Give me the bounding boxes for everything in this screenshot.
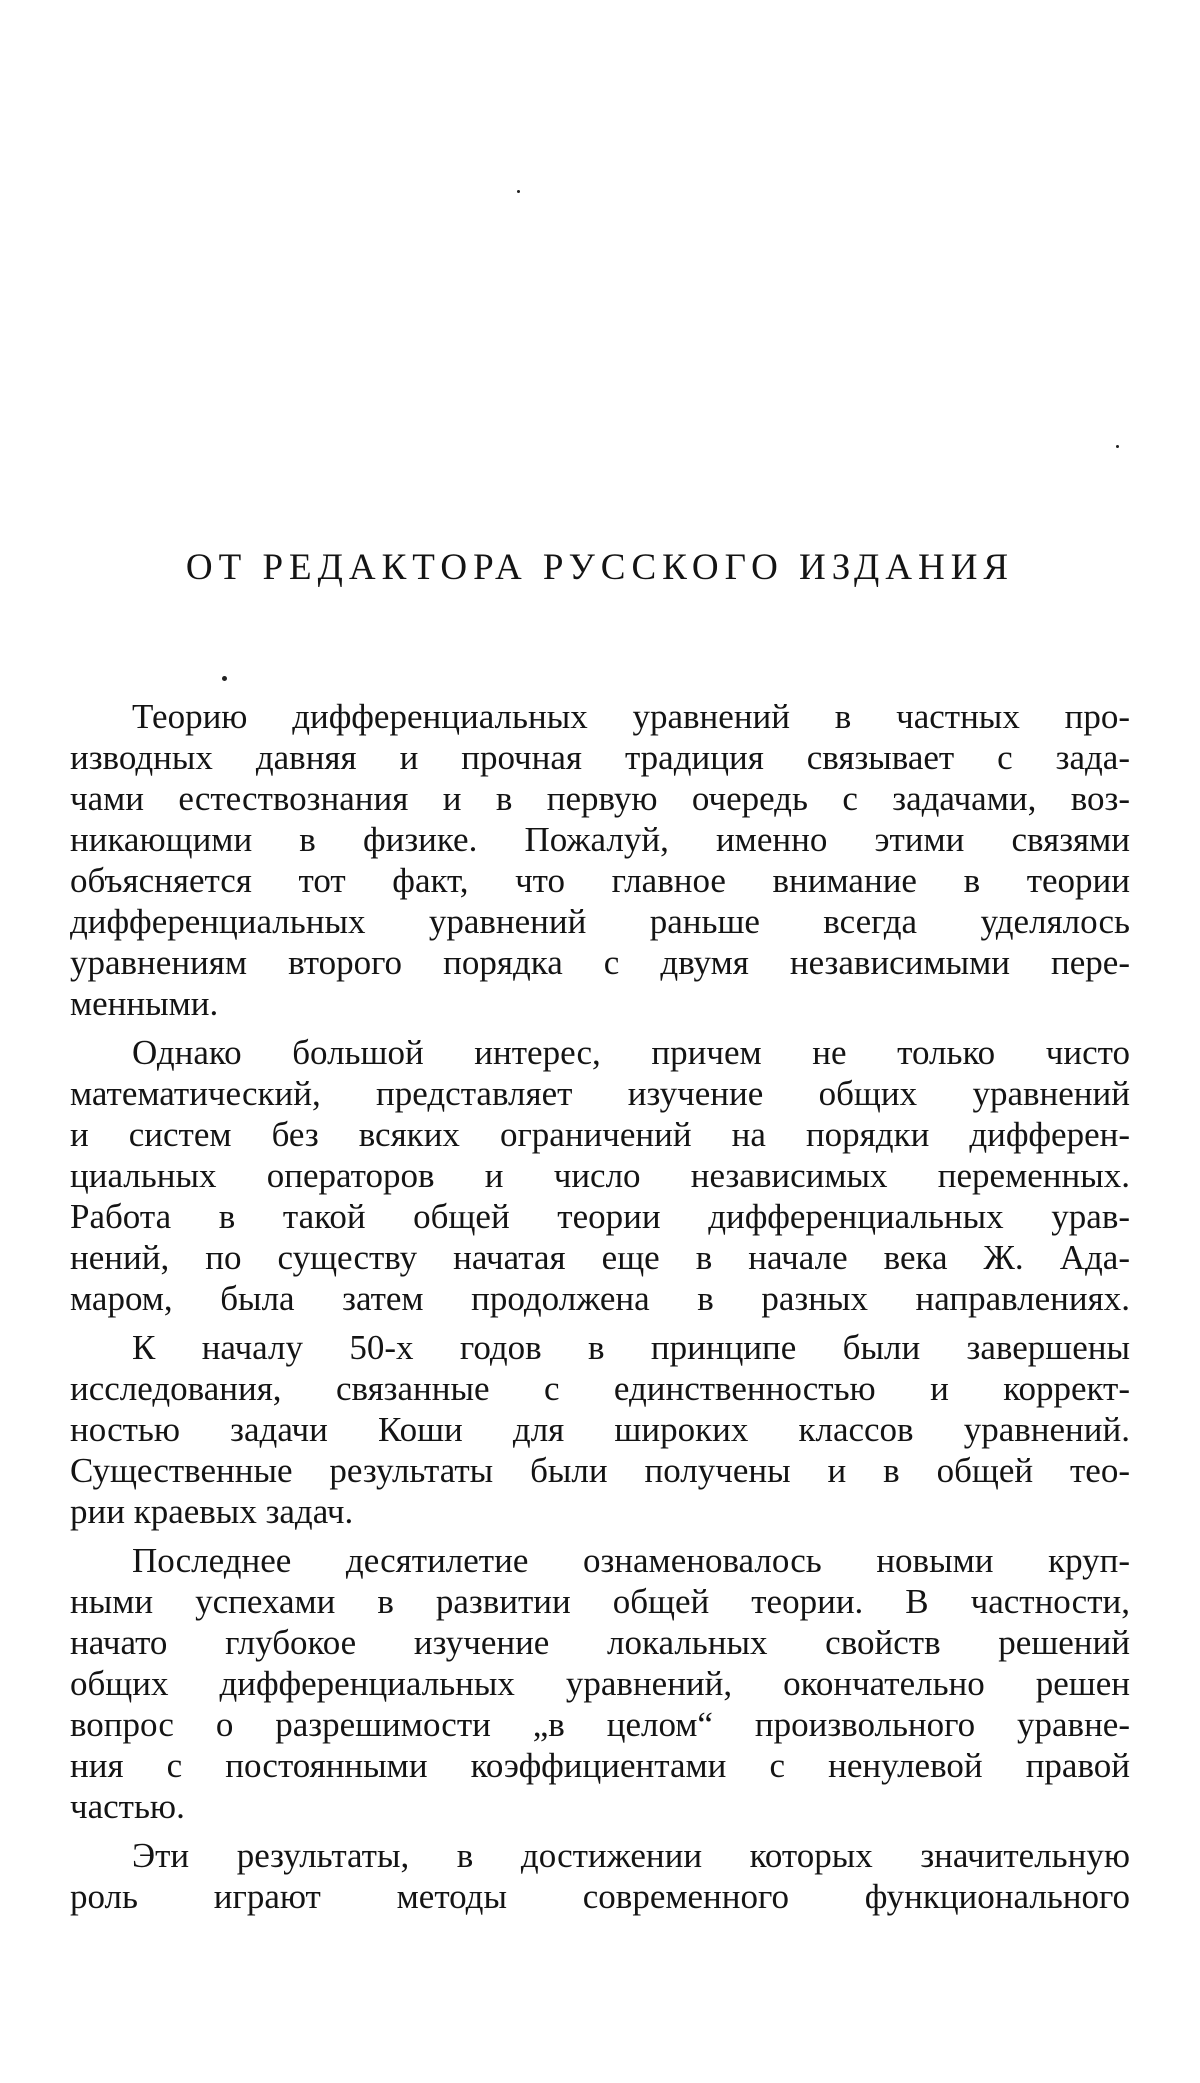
- text-line: и систем без всяких ограничений на порядки дифферен-: [70, 1115, 1130, 1154]
- text-line: Существенные результаты были получены и в общей тео-: [70, 1451, 1130, 1490]
- text-line: частью.: [70, 1787, 185, 1826]
- text-line: К началу 50-х годов в принципе были завершены: [132, 1328, 1130, 1367]
- body-text: [70, 696, 1130, 1917]
- text-line: Работа в такой общей теории дифференциальных урав-: [70, 1197, 1130, 1236]
- text-line: вопрос о разрешимости „в целом“ произвольного уравне-: [70, 1705, 1130, 1744]
- text-line: маром, была затем продолжена в разных направлениях.: [70, 1279, 1130, 1318]
- paragraph-1: [70, 696, 1130, 1024]
- text-line: общих дифференциальных уравнений, окончательно решен: [70, 1664, 1130, 1703]
- text-line: нений, по существу начатая еще в начале века Ж. Ада-: [70, 1238, 1130, 1277]
- text-line: рии краевых задач.: [70, 1492, 354, 1531]
- text-line: исследования, связанные с единственностью и коррект-: [70, 1369, 1130, 1408]
- paragraph-5: [70, 1835, 1130, 1917]
- text-line: математический, представляет изучение общих уравнений: [70, 1074, 1130, 1113]
- scan-speck: [1116, 445, 1119, 448]
- text-line: изводных давняя и прочная традиция связывает с зада-: [70, 738, 1130, 777]
- text-line: циальных операторов и число независимых переменных.: [70, 1156, 1130, 1195]
- text-line: Теорию дифференциальных уравнений в частных про-: [132, 697, 1130, 736]
- page-title: ОТ РЕДАКТОРА РУССКОГО ИЗДАНИЯ: [185, 547, 1015, 588]
- scan-speck: [222, 676, 227, 681]
- paragraph-3: [70, 1327, 1130, 1532]
- text-line: начато глубокое изучение локальных свойств решений: [70, 1623, 1130, 1662]
- text-line: Однако большой интерес, причем не только чисто: [132, 1033, 1130, 1072]
- text-line: ностью задачи Коши для широких классов уравнений.: [70, 1410, 1130, 1449]
- text-line: Эти результаты, в достижении которых значительную: [132, 1836, 1130, 1875]
- text-line: никающими в физике. Пожалуй, именно этими связями: [70, 820, 1130, 859]
- text-line: чами естествознания и в первую очередь с задачами, воз-: [70, 779, 1130, 818]
- text-line: менными.: [70, 984, 219, 1023]
- paragraph-2: [70, 1032, 1130, 1319]
- text-line: дифференциальных уравнений раньше всегда уделялось: [70, 902, 1130, 941]
- paragraph-4: [70, 1540, 1130, 1827]
- text-line: роль играют методы современного функционального: [70, 1877, 1130, 1916]
- text-line: ния с постоянными коэффициентами с ненулевой правой: [70, 1746, 1130, 1785]
- text-line: Последнее десятилетие ознаменовалось новыми круп-: [132, 1541, 1130, 1580]
- text-line: объясняется тот факт, что главное внимание в теории: [70, 861, 1130, 900]
- scan-speck: [517, 190, 520, 193]
- text-line: уравнениям второго порядка с двумя независимыми пере-: [70, 943, 1130, 982]
- text-line: ными успехами в развитии общей теории. В частности,: [70, 1582, 1130, 1621]
